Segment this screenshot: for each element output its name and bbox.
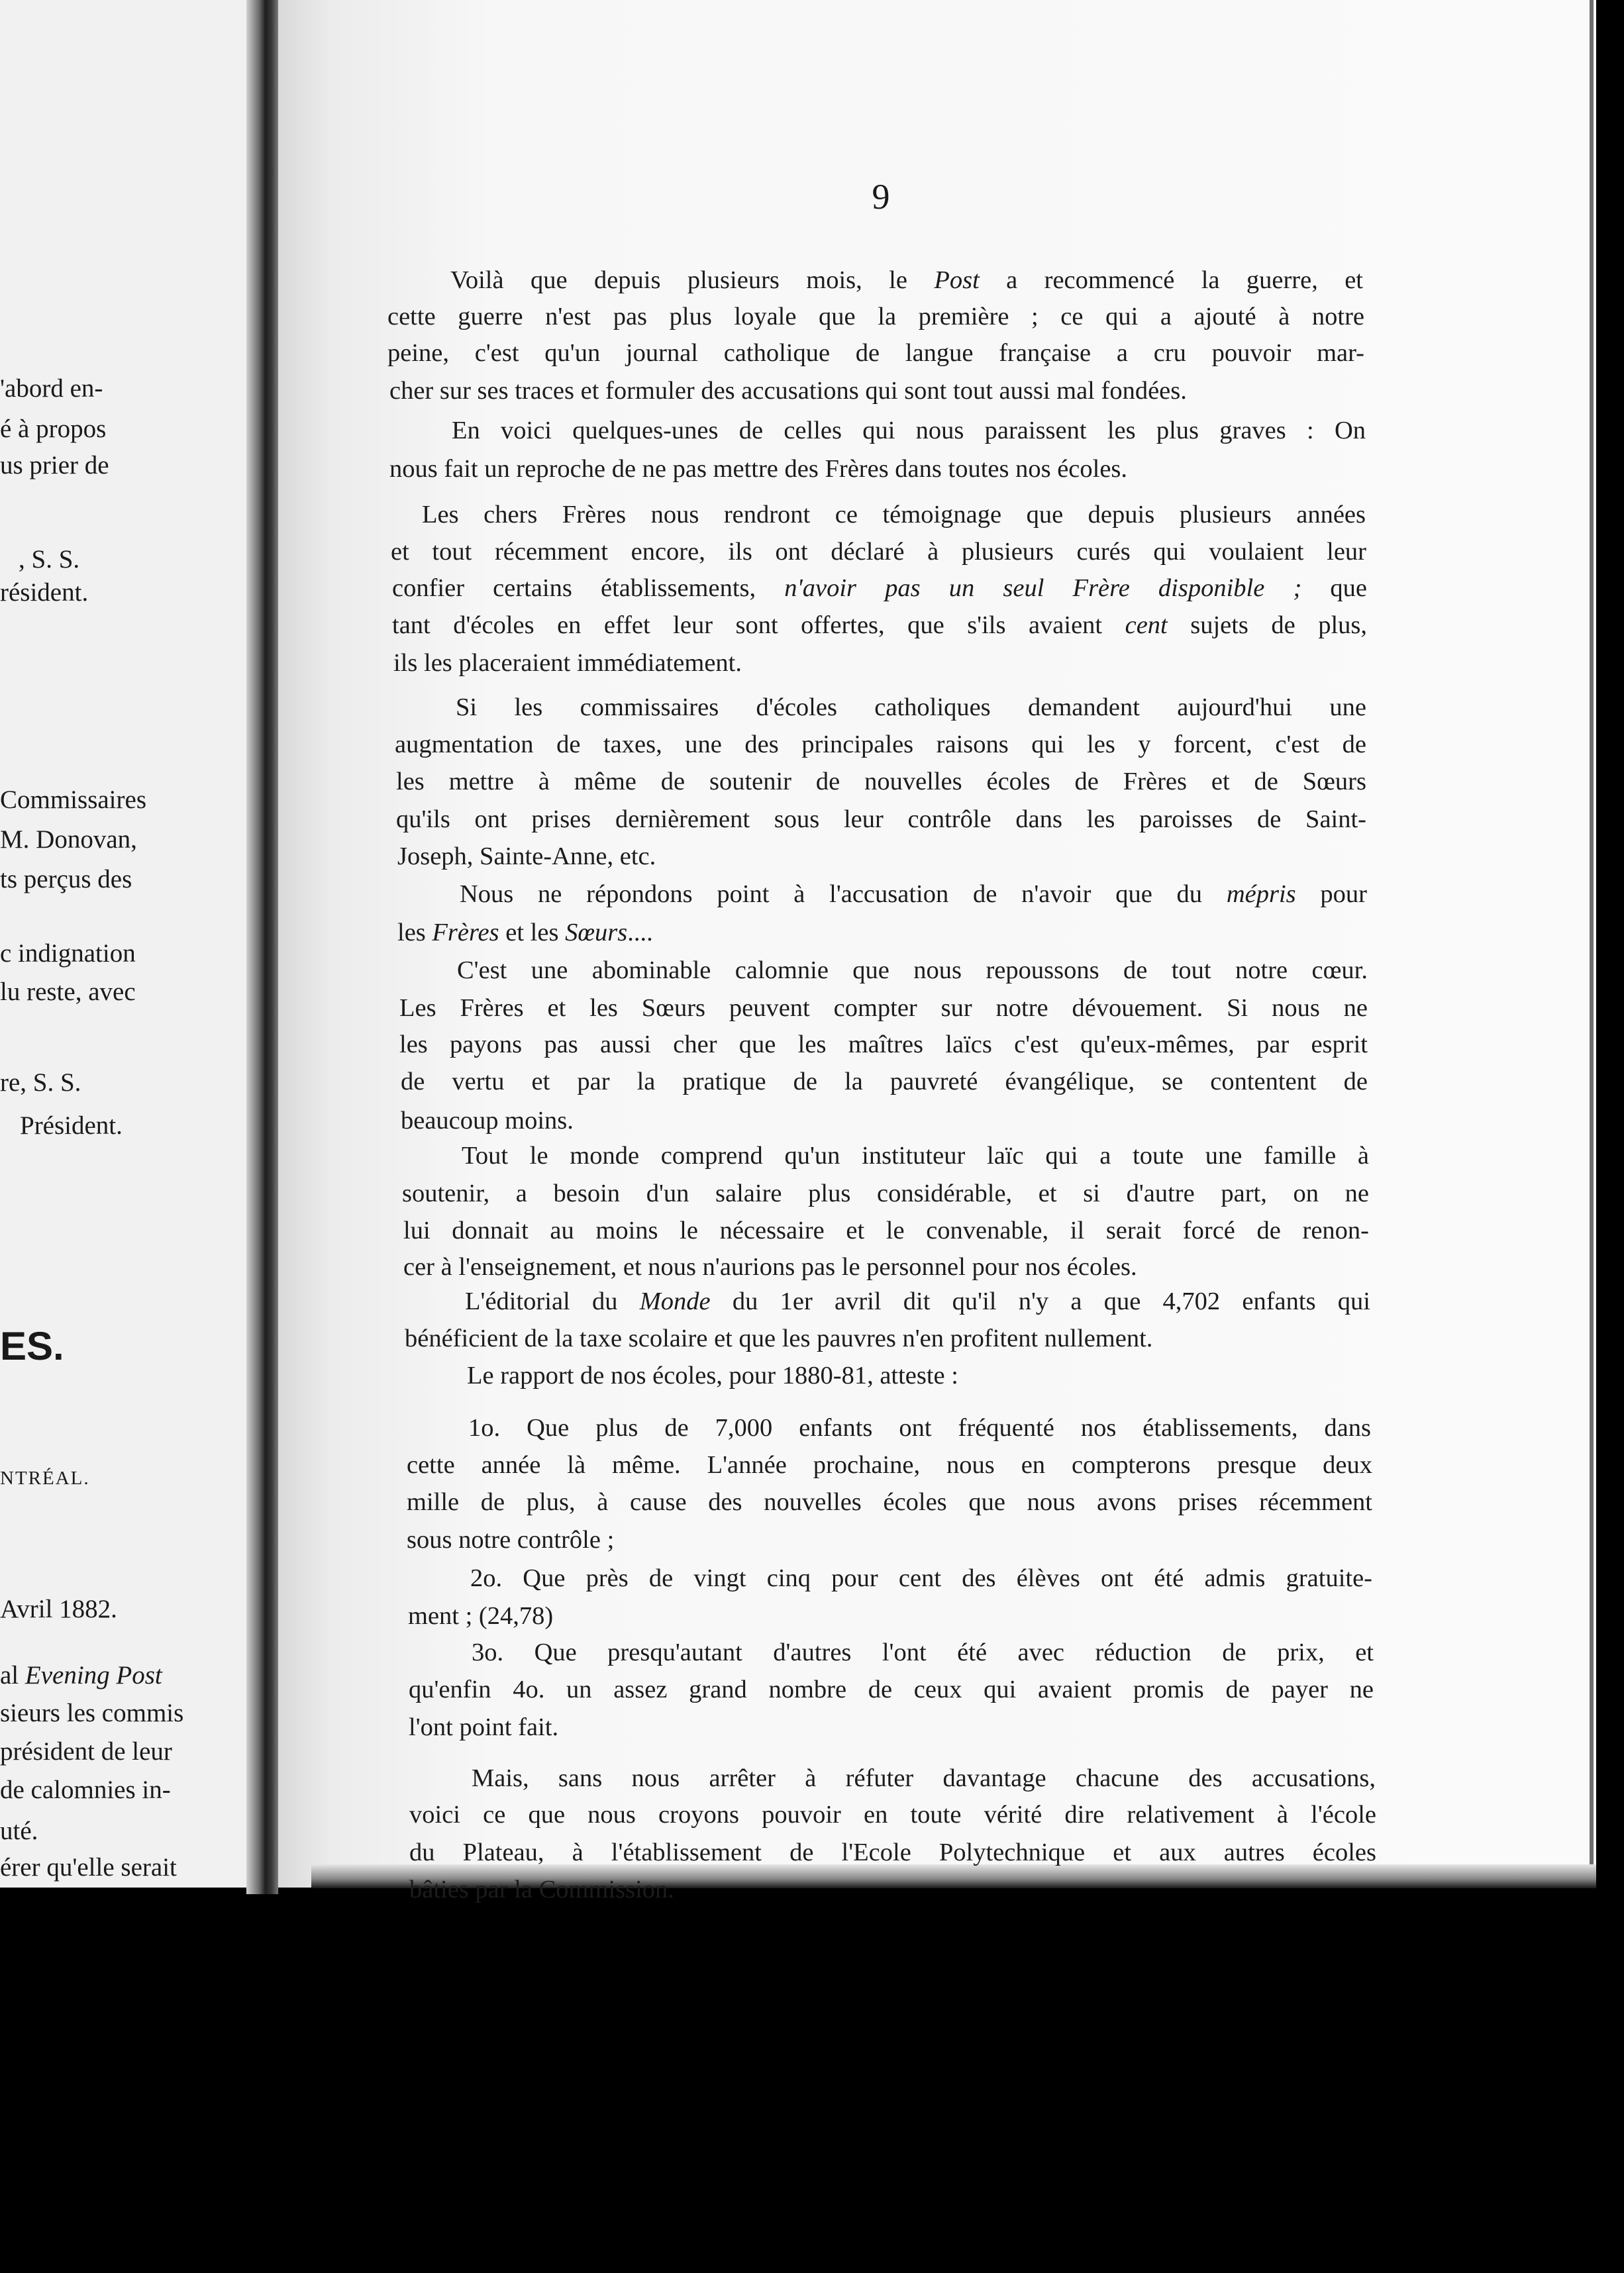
text-line: ils les placeraient immédiatement. bbox=[393, 649, 742, 677]
text-line: les mettre à même de soutenir de nouvelles écoles de Frères et de Sœurs bbox=[396, 768, 1366, 795]
left-page-line: de calomnies in- bbox=[0, 1776, 171, 1804]
text-line: soutenir, a besoin d'un salaire plus considérable, et si d'autre part, on ne bbox=[402, 1180, 1369, 1207]
left-page-line: c indignation bbox=[0, 939, 136, 968]
text-line: Les Frères et les Sœurs peuvent compter sur notre dévouement. Si nous ne bbox=[399, 994, 1368, 1022]
page-edge bbox=[1590, 0, 1594, 1888]
text-line: peine, c'est qu'un journal catholique de langue française a cru pouvoir mar- bbox=[387, 339, 1364, 367]
italic-title: Post bbox=[934, 266, 980, 294]
left-page-line: re, S. S. bbox=[0, 1068, 81, 1097]
text-line: cher sur ses traces et formuler des accusations qui sont tout aussi mal fondées. bbox=[389, 377, 1187, 405]
text-line: de vertu et par la pratique de la pauvreté évangélique, se contentent de bbox=[401, 1068, 1368, 1095]
text-line: tant d'écoles en effet leur sont offertes, que s'ils avaient cent sujets de plus, bbox=[392, 611, 1368, 639]
text-line: nous fait un reproche de ne pas mettre des Frères dans toutes nos écoles. bbox=[389, 455, 1128, 483]
text-line: beaucoup moins. bbox=[401, 1107, 574, 1135]
italic-word: Sœurs bbox=[565, 919, 628, 946]
text-line: Les chers Frères nous rendront ce témoignage que depuis plusieurs années bbox=[422, 501, 1366, 529]
text-line: cette guerre n'est pas plus loyale que la première ; ce qui a ajouté à notre bbox=[387, 303, 1364, 330]
italic-phrase: n'avoir pas un seul Frère disponible ; bbox=[784, 574, 1302, 602]
text-line: Joseph, Sainte-Anne, etc. bbox=[397, 842, 656, 870]
text-line: Tout le monde comprend qu'un instituteur laïc qui a toute une famille à bbox=[462, 1142, 1369, 1170]
left-page-line bbox=[0, 1662, 162, 1688]
left-page-text: al bbox=[0, 1661, 25, 1690]
page-number: 9 bbox=[872, 177, 890, 217]
italic-word: Frères bbox=[432, 919, 499, 946]
text-line: Voilà que depuis plusieurs mois, le Post a recommencé la guerre, et bbox=[450, 266, 1363, 294]
text-line: 2o. Que près de vingt cinq pour cent des élèves ont été admis gratuite- bbox=[470, 1564, 1372, 1592]
text-line: Mais, sans nous arrêter à réfuter davantage chacune des accusations, bbox=[472, 1764, 1376, 1792]
text-line: sous notre contrôle ; bbox=[407, 1526, 615, 1554]
left-facing-page bbox=[0, 0, 265, 1888]
left-page-line: uté. bbox=[0, 1817, 38, 1845]
italic-title: Monde bbox=[639, 1288, 711, 1315]
text-line: qu'ils ont prises dernièrement sous leur contrôle dans les paroisses de Saint- bbox=[396, 805, 1366, 833]
text-line: ment ; (24,78) bbox=[408, 1602, 554, 1630]
left-page-line: lu reste, avec bbox=[0, 978, 136, 1006]
left-page-line: é à propos bbox=[0, 415, 107, 443]
text-line: l'ont point fait. bbox=[409, 1713, 559, 1741]
text-line: bénéficient de la taxe scolaire et que les pauvres n'en profitent nullement. bbox=[405, 1325, 1153, 1352]
text-line: les Frères et les Sœurs.... bbox=[397, 919, 653, 946]
left-page-line: Président. bbox=[20, 1111, 123, 1140]
text-line: qu'enfin 4o. un assez grand nombre de ceux qui avaient promis de payer ne bbox=[409, 1676, 1374, 1703]
text-line: confier certains établissements, n'avoir pas un seul Frère disponible ; que bbox=[392, 574, 1367, 602]
left-page-line: M. Donovan, bbox=[0, 825, 137, 854]
left-page-line: NTRÉAL. bbox=[0, 1468, 90, 1489]
text-line: bâties par la Commission. bbox=[409, 1876, 674, 1903]
left-page-line: , S. S. bbox=[19, 545, 80, 574]
left-page-line: érer qu'elle serait bbox=[0, 1853, 177, 1882]
text-line: les payons pas aussi cher que les maîtres laïcs c'est qu'eux-mêmes, par esprit bbox=[399, 1031, 1368, 1058]
text-line: du Plateau, à l'établissement de l'Ecole Polytechnique et aux autres écoles bbox=[409, 1839, 1376, 1866]
left-page-line: 'abord en- bbox=[0, 374, 103, 403]
text-line: 1o. Que plus de 7,000 enfants ont fréquenté nos établissements, dans bbox=[468, 1414, 1371, 1442]
italic-word: mépris bbox=[1226, 880, 1296, 908]
left-page-line: sieurs les commis bbox=[0, 1699, 184, 1727]
left-page-line: résident. bbox=[0, 578, 89, 607]
italic-word: cent bbox=[1125, 611, 1168, 639]
text-line: voici ce que nous croyons pouvoir en toute vérité dire relativement à l'école bbox=[409, 1801, 1376, 1829]
text-line: mille de plus, à cause des nouvelles écoles que nous avons prises récemment bbox=[407, 1488, 1372, 1516]
text-line: lui donnait au moins le nécessaire et le convenable, il serait forcé de renon- bbox=[403, 1217, 1369, 1244]
text-line: Le rapport de nos écoles, pour 1880-81, atteste : bbox=[467, 1362, 958, 1389]
text-line: cette année là même. L'année prochaine, nous en compterons presque deux bbox=[407, 1451, 1372, 1479]
left-page-heading: ES. bbox=[0, 1324, 64, 1368]
text-line: L'éditorial du Monde du 1er avril dit qu'il n'y a que 4,702 enfants qui bbox=[465, 1288, 1371, 1315]
text-line: augmentation de taxes, une des principales raisons qui les y forcent, c'est de bbox=[395, 731, 1366, 758]
text-line: et tout récemment encore, ils ont déclaré à plusieurs curés qui voulaient leur bbox=[391, 538, 1366, 566]
left-page-italic: Evening Post bbox=[25, 1661, 162, 1690]
left-page-line: us prier de bbox=[0, 451, 109, 480]
text-line: cer à l'enseignement, et nous n'aurions pas le personnel pour nos écoles. bbox=[403, 1253, 1137, 1281]
left-page-line: Avril 1882. bbox=[0, 1595, 117, 1623]
book-gutter bbox=[246, 0, 278, 1894]
left-page-line: président de leur bbox=[0, 1737, 172, 1766]
text-line: Nous ne répondons point à l'accusation de n'avoir que du mépris pour bbox=[460, 880, 1368, 908]
text-line: C'est une abominable calomnie que nous repoussons de tout notre cœur. bbox=[457, 956, 1368, 984]
text-line: 3o. Que presqu'autant d'autres l'ont été avec réduction de prix, et bbox=[472, 1639, 1374, 1666]
left-page-line: Commissaires bbox=[0, 785, 146, 814]
text-line: En voici quelques-unes de celles qui nous paraissent les plus graves : On bbox=[452, 417, 1366, 444]
left-page-line: ts perçus des bbox=[0, 865, 132, 893]
text-line: Si les commissaires d'écoles catholiques demandent aujourd'hui une bbox=[456, 693, 1366, 721]
